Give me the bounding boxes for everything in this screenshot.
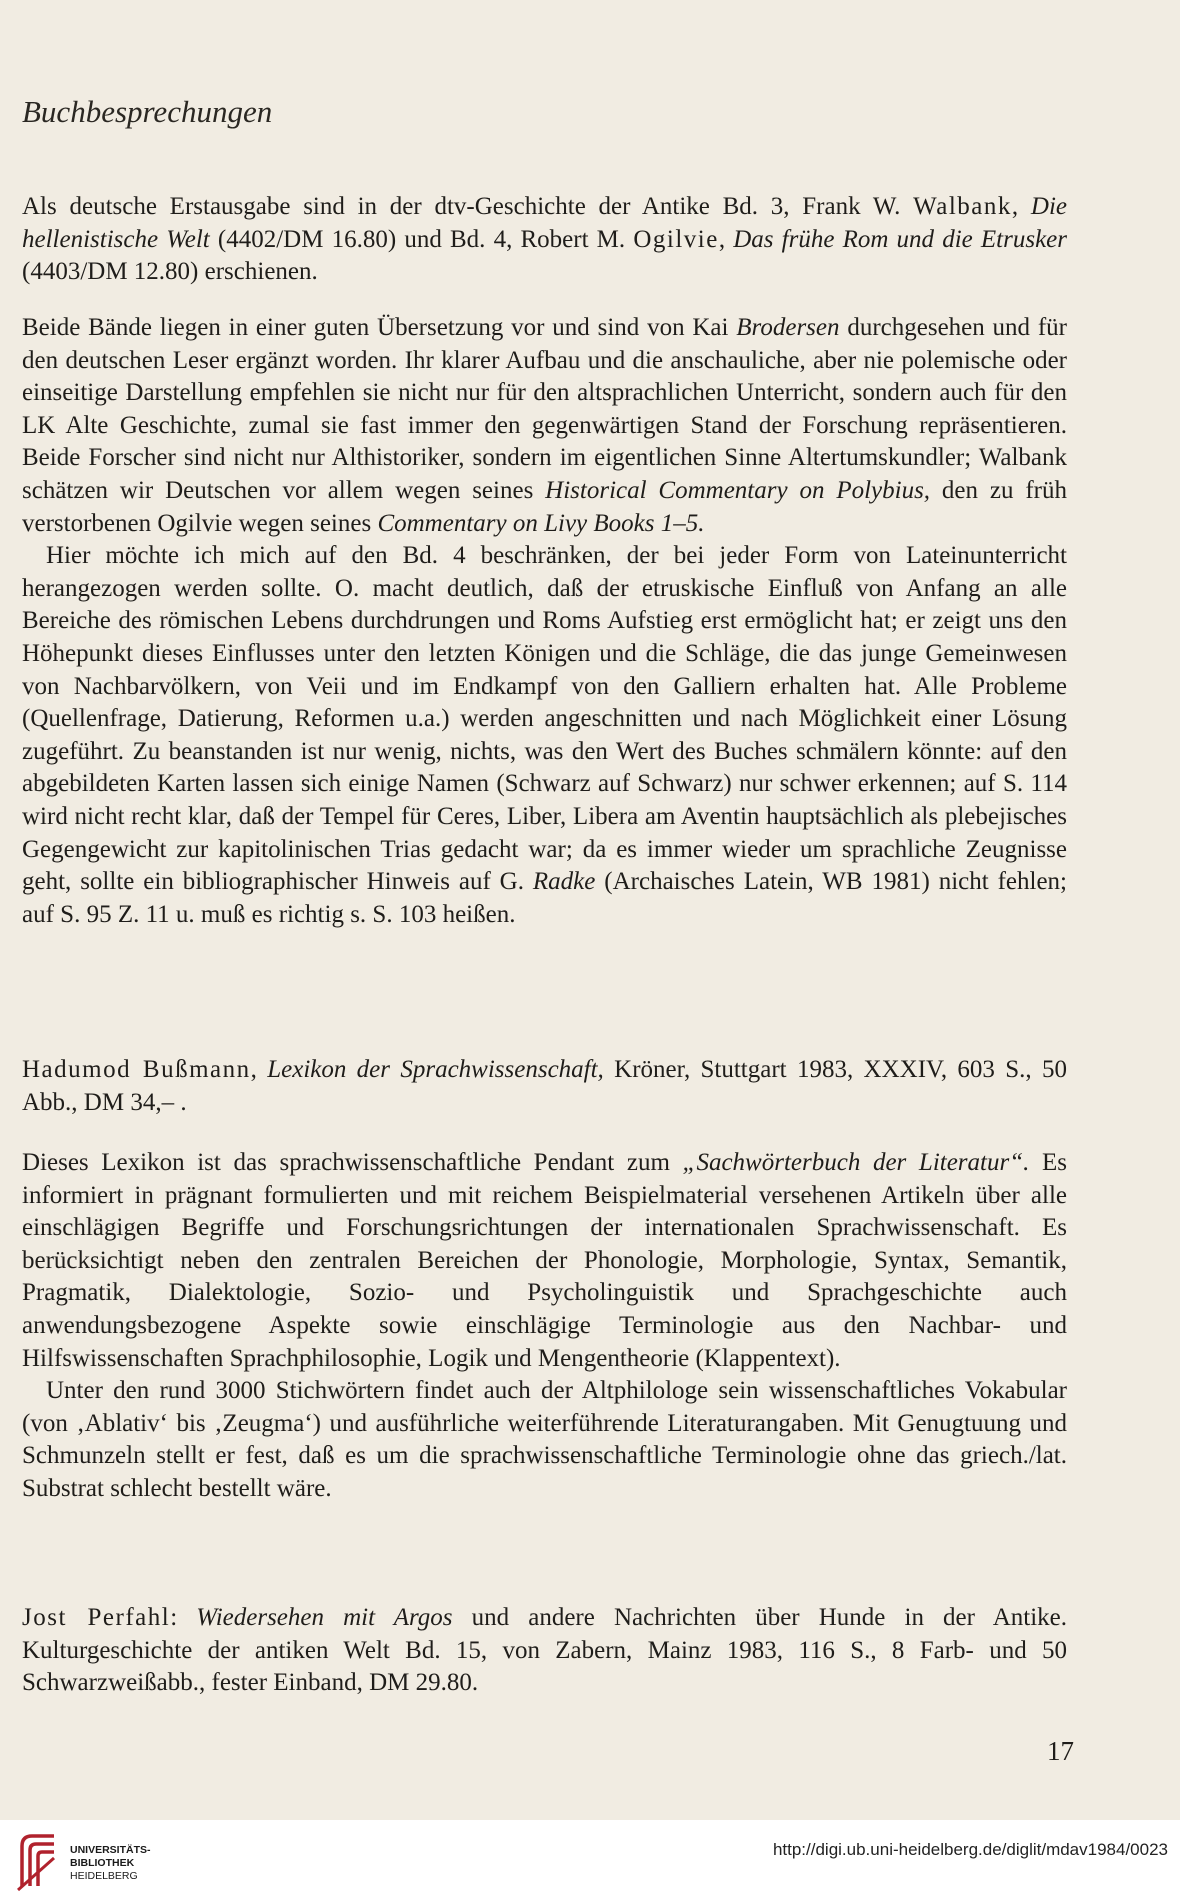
paragraph <box>22 540 1067 931</box>
book-title: Historical Commentary on Polybius, <box>545 476 931 504</box>
text: , <box>718 225 734 253</box>
author-name: Ogilvie <box>633 225 719 253</box>
review-entry-1 <box>22 191 1067 289</box>
book-title: Commentary on Livy Books 1–5. <box>377 509 705 537</box>
running-head: Buchbesprechungen <box>22 94 273 129</box>
text: Kröner, Stuttgart 1983, XXXIV, 603 S., 50 Abb., DM 34,– . <box>22 1056 1067 1116</box>
footer-bar <box>0 1820 1180 1904</box>
text: (4402/DM 16.80) und Bd. 4, Robert M. <box>209 225 634 253</box>
author-name: Walbank <box>913 193 1012 220</box>
book-title: Lexikon der Sprachwissenschaft, <box>267 1056 604 1083</box>
text: , <box>1011 193 1031 220</box>
editor-name: Brodersen <box>736 314 840 341</box>
book-title: Die hellenistische Welt <box>22 193 1068 253</box>
paragraph <box>22 312 1067 540</box>
book-title: Das frühe Rom und die Etrusker <box>733 225 1068 253</box>
text: Es informiert in prägnant formulierten und mit reichem Beispielmaterial versehenen Artikeln über alle einschlägigen Begriffe und Forschungsrichtungen der internationalen Sprachwissenschaft. Es berücksichtigt neben den zentralen Bereichen der Phonologie, Morphologie, Syntax, Semantik, Pragmatik, Dialektologie, Sozio- und Psycholinguistik und Sprachgeschichte auch anwendungsbezogene Aspekte sowie einschlägige Terminologie aus den Nachbar- und Hilfswissenschaften Sprachphilosophie, Logik und Mengentheorie (Klappentext). <box>22 1149 1068 1372</box>
paragraph <box>22 1147 1067 1375</box>
text: den zu früh verstorbenen Ogilvie wegen seines <box>22 476 1068 537</box>
review-entry-2 <box>22 1054 1067 1119</box>
text: Dieses Lexikon ist das sprachwissenschaftliche Pendant zum <box>22 1149 683 1176</box>
book-title: „Sachwörterbuch der Literatur“. <box>682 1149 1030 1176</box>
text: , <box>250 1056 268 1083</box>
review-body-1 <box>22 312 1067 931</box>
library-logo-icon[interactable] <box>14 1828 60 1894</box>
text: und andere Nachrichten über Hunde in der Antike. Kulturgeschichte der antiken Welt Bd. 15, von Zabern, Mainz 1983, 116 S., 8 Farb- und 50 Schwarzweißabb., fester Einband, DM 29.80. <box>22 1604 1067 1697</box>
review-entry-3 <box>22 1602 1067 1700</box>
review-body-2 <box>22 1147 1067 1506</box>
source-url-link[interactable]: http://digi.ub.uni-heidelberg.de/diglit/mdav1984/0023 <box>772 1840 1168 1859</box>
paragraph: Unter den rund 3000 Stichwörtern findet auch der Altphilologe sein wissenschaftliches Vokabular (von ‚Ablativ‘ bis ‚Zeugma‘) und ausführliche weiterführende Literaturangaben. Mit Genugtuung und Schmunzeln stellt er fest, daß es um die sprachwissenschaftliche Terminologie ohne das griech./lat. Substrat schlecht bestellt wäre. <box>22 1377 1067 1502</box>
author-name: Hadumod Bußmann <box>22 1056 251 1083</box>
text: (Archaisches Latein, WB 1981) nicht fehlen; auf S. 95 Z. 11 u. muß es richtig s. S. 103 heißen. <box>22 868 1068 928</box>
text: Als deutsche Erstausgabe sind in der dtv-Geschichte der Antike Bd. 3, Frank W. <box>22 193 914 220</box>
text: Beide Bände liegen in einer guten Übersetzung vor und sind von Kai <box>22 314 737 341</box>
library-name: UNIVERSITÄTS- BIBLIOTHEK HEIDELBERG <box>70 1844 151 1882</box>
author-name: Jost Perfahl <box>22 1604 171 1631</box>
author-name: Radke <box>532 868 596 896</box>
text: (4403/DM 12.80) erschienen. <box>22 258 318 286</box>
text: : <box>170 1604 197 1631</box>
page-number: 17 <box>1047 1736 1074 1766</box>
text: Hier möchte ich mich auf den Bd. 4 beschränken, der bei jeder Form von Lateinunterricht herangezogen werden sollte. O. macht deutlich, daß der etruskische Einfluß von Anfang an alle Bereiche des römischen Lebens durchdrungen und Roms Aufstieg erst ermöglicht hat; er zeigt uns den Höhepunkt dieses Einflusses unter den letzten Königen und die Schläge, die das junge Gemeinwesen von Nachbarvölkern, von Veii und im Endkampf von den Galliern erhalten hat. Alle Probleme (Quellenfrage, Datierung, Reformen u.a.) werden angeschnitten und nach Möglichkeit einer Lösung zugeführt. Zu beanstanden ist nur wenig, nichts, was den Wert des Buches schmälern könnte: auf den abgebildeten Karten lassen sich einige Namen (Schwarz auf Schwarz) nur schwer erkennen; auf S. 114 wird nicht recht klar, daß der Tempel für Ceres, Liber, Libera am Aventin hauptsächlich als plebejisches Gegengewicht zur kapitolinischen Trias gedacht war; da es immer wieder um sprachliche Zeugnisse geht, sollte ein bibliographischer Hinweis auf G. <box>22 542 1067 896</box>
book-title: Wiedersehen mit Argos <box>196 1604 453 1631</box>
text: durchgesehen und für den deutschen Leser ergänzt worden. Ihr klarer Aufbau und die anschauliche, aber nie polemische oder einseitige Darstellung empfehlen sie nicht nur für den altsprachlichen Unterricht, sondern auch für den LK Alte Geschichte, zumal sie fast immer den gegenwärtigen Stand der Forschung repräsentieren. Beide Forscher sind nicht nur Althistoriker, sondern im eigentlichen Sinne Altertumskundler; Walbank schätzen wir Deutschen vor allem wegen seines <box>22 314 1068 504</box>
